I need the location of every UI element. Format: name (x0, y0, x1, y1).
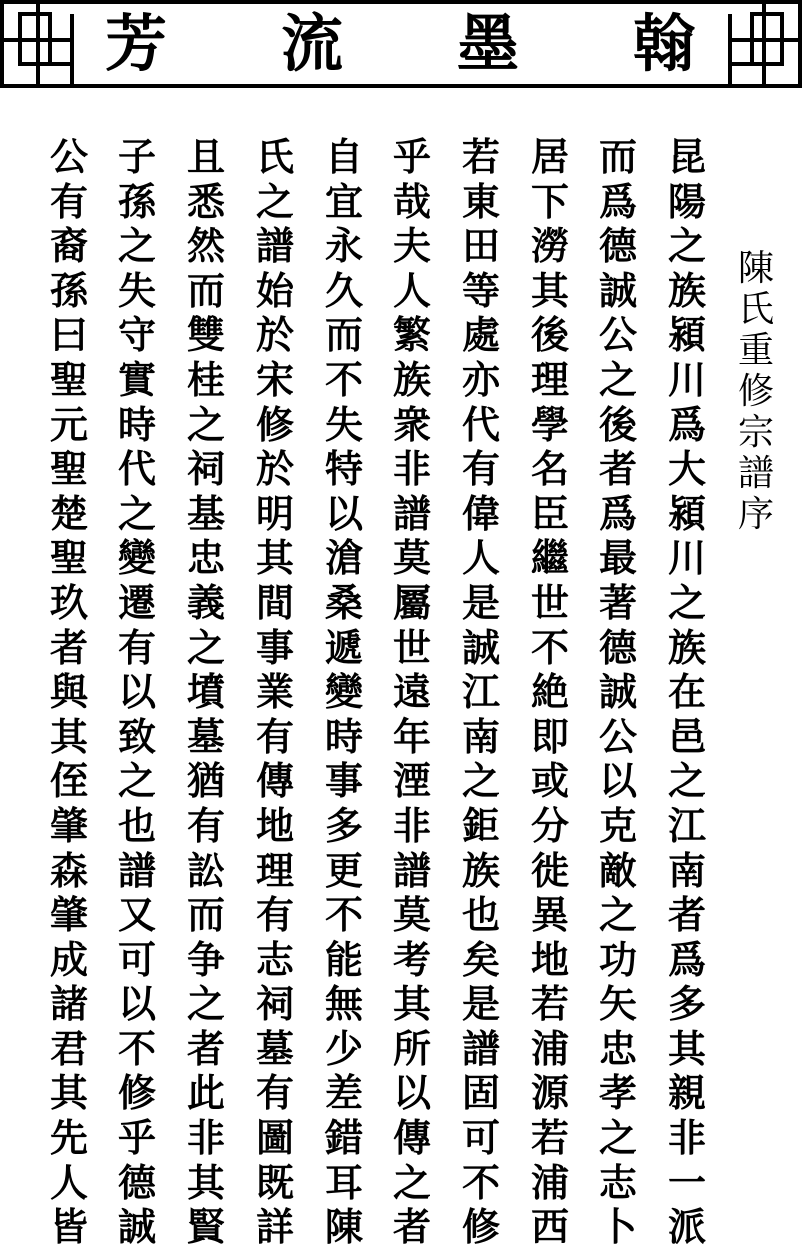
glyph: 差 (324, 1070, 363, 1116)
text-column (251, 135, 299, 1250)
header-banner (0, 0, 802, 88)
glyph: 非 (392, 446, 431, 492)
glyph: 基 (186, 490, 225, 536)
glyph: 所 (392, 1025, 431, 1071)
glyph: 公 (49, 134, 88, 179)
glyph: 之 (667, 758, 706, 804)
glyph: 譜 (117, 847, 156, 893)
glyph: 聖 (49, 535, 88, 581)
glyph: 是 (461, 981, 500, 1027)
glyph: 族 (667, 267, 706, 313)
glyph: 雙 (186, 312, 225, 358)
glyph: 卜 (598, 1204, 637, 1250)
glyph: 潁 (667, 490, 706, 536)
banner-char: 翰 (632, 7, 695, 80)
glyph: 繼 (530, 535, 569, 581)
glyph: 者 (598, 446, 637, 492)
glyph: 之 (667, 579, 706, 625)
banner-top-rule (0, 0, 802, 4)
glyph: 亦 (461, 356, 500, 402)
text-column (182, 135, 230, 1250)
glyph: 不 (461, 1159, 500, 1205)
glyph: 哉 (392, 178, 431, 224)
glyph: 異 (530, 892, 569, 938)
glyph: 學 (530, 401, 569, 447)
glyph: 志 (598, 1159, 637, 1205)
glyph: 修 (461, 1204, 500, 1250)
text-column (526, 135, 574, 1250)
glyph: 賢 (186, 1204, 225, 1250)
glyph: 繁 (392, 312, 431, 358)
glyph: 衆 (392, 401, 431, 447)
glyph: 莫 (392, 892, 431, 938)
glyph: 又 (117, 892, 156, 938)
glyph: 更 (324, 847, 363, 893)
glyph: 以 (117, 981, 156, 1027)
glyph: 遠 (392, 669, 431, 715)
glyph: 其 (186, 1159, 225, 1205)
banner-char: 芳 (104, 7, 167, 80)
glyph: 久 (324, 267, 363, 313)
glyph: 之 (598, 356, 637, 402)
document-title-column (732, 248, 780, 535)
glyph: 世 (530, 579, 569, 625)
glyph: 悉 (186, 178, 225, 224)
glyph: 訟 (186, 847, 225, 893)
text-column (388, 135, 436, 1250)
glyph: 固 (461, 1070, 500, 1116)
glyph: 邑 (667, 713, 706, 759)
glyph: 之 (186, 624, 225, 670)
glyph: 遷 (117, 579, 156, 625)
glyph: 修 (255, 401, 294, 447)
glyph: 聖 (49, 446, 88, 492)
glyph: 孫 (117, 178, 156, 224)
glyph: 多 (324, 802, 363, 848)
glyph: 其 (49, 713, 88, 759)
glyph: 錯 (324, 1115, 363, 1161)
glyph: 諸 (49, 981, 88, 1027)
glyph: 莫 (392, 535, 431, 581)
glyph: 人 (49, 1159, 88, 1205)
glyph: 實 (117, 356, 156, 402)
glyph: 江 (667, 802, 706, 848)
glyph: 有 (186, 802, 225, 848)
glyph: 著 (598, 579, 637, 625)
glyph: 事 (255, 624, 294, 670)
glyph: 可 (461, 1115, 500, 1161)
glyph: 敵 (598, 847, 637, 893)
glyph: 也 (461, 892, 500, 938)
glyph: 肇 (49, 802, 88, 848)
glyph: 昆 (667, 134, 706, 179)
glyph: 源 (530, 1070, 569, 1116)
glyph: 德 (598, 624, 637, 670)
glyph: 致 (117, 713, 156, 759)
glyph: 序 (737, 494, 774, 535)
glyph: 爲 (667, 401, 706, 447)
glyph: 等 (461, 267, 500, 313)
glyph: 功 (598, 936, 637, 982)
glyph: 克 (598, 802, 637, 848)
glyph: 失 (324, 401, 363, 447)
text-column (113, 135, 161, 1250)
glyph: 變 (324, 669, 363, 715)
glyph: 而 (598, 134, 637, 179)
glyph: 其 (49, 1070, 88, 1116)
glyph: 多 (667, 981, 706, 1027)
glyph: 下 (530, 178, 569, 224)
glyph: 之 (117, 758, 156, 804)
text-column (320, 135, 368, 1250)
glyph: 川 (667, 356, 706, 402)
glyph: 自 (324, 134, 363, 179)
glyph: 肇 (49, 892, 88, 938)
glyph: 田 (461, 223, 500, 269)
glyph: 公 (598, 312, 637, 358)
glyph: 誠 (461, 624, 500, 670)
glyph: 公 (598, 713, 637, 759)
glyph: 矢 (598, 981, 637, 1027)
glyph: 宗 (737, 412, 774, 453)
glyph: 忠 (598, 1025, 637, 1071)
glyph: 族 (392, 356, 431, 402)
glyph: 子 (117, 134, 156, 179)
glyph: 年 (392, 713, 431, 759)
glyph: 陳 (324, 1204, 363, 1250)
glyph: 江 (461, 669, 500, 715)
glyph: 居 (530, 134, 569, 179)
text-column (45, 135, 93, 1250)
glyph: 元 (49, 401, 88, 447)
glyph: 争 (186, 936, 225, 982)
glyph: 之 (461, 758, 500, 804)
glyph: 有 (49, 178, 88, 224)
glyph: 之 (186, 981, 225, 1027)
glyph: 遞 (324, 624, 363, 670)
glyph: 以 (117, 669, 156, 715)
glyph: 聖 (49, 356, 88, 402)
glyph: 侄 (49, 758, 88, 804)
glyph: 祠 (186, 446, 225, 492)
glyph: 玖 (49, 579, 88, 625)
glyph: 先 (49, 1115, 88, 1161)
glyph: 世 (392, 624, 431, 670)
glyph: 能 (324, 936, 363, 982)
glyph: 分 (530, 802, 569, 848)
glyph: 譜 (737, 453, 774, 494)
glyph: 既 (255, 1159, 294, 1205)
glyph: 以 (598, 758, 637, 804)
glyph: 若 (461, 134, 500, 179)
glyph: 矣 (461, 936, 500, 982)
glyph: 者 (667, 892, 706, 938)
glyph: 宋 (255, 356, 294, 402)
glyph: 墓 (186, 713, 225, 759)
glyph: 即 (530, 713, 569, 759)
vertical-text-page (0, 88, 802, 1250)
glyph: 詳 (255, 1204, 294, 1250)
glyph: 楚 (49, 490, 88, 536)
glyph: 變 (117, 535, 156, 581)
glyph: 後 (530, 312, 569, 358)
text-column (663, 135, 711, 1250)
glyph: 事 (324, 758, 363, 804)
glyph: 非 (392, 802, 431, 848)
glyph: 而 (186, 267, 225, 313)
lattice-corner-ornament-left (0, 0, 74, 84)
glyph: 者 (186, 1025, 225, 1071)
text-column (594, 135, 642, 1250)
glyph: 大 (667, 446, 706, 492)
glyph: 浦 (530, 1025, 569, 1071)
glyph: 森 (49, 847, 88, 893)
glyph: 之 (117, 490, 156, 536)
glyph: 德 (598, 223, 637, 269)
glyph: 耳 (324, 1159, 363, 1205)
glyph: 之 (117, 223, 156, 269)
glyph: 永 (324, 223, 363, 269)
glyph: 業 (255, 669, 294, 715)
glyph: 始 (255, 267, 294, 313)
glyph: 浦 (530, 1159, 569, 1205)
glyph: 桑 (324, 579, 363, 625)
glyph: 派 (667, 1204, 706, 1250)
glyph: 是 (461, 579, 500, 625)
glyph: 陳 (737, 248, 774, 289)
glyph: 者 (392, 1204, 431, 1250)
glyph: 南 (461, 713, 500, 759)
glyph: 臣 (530, 490, 569, 536)
glyph: 乎 (117, 1115, 156, 1161)
glyph: 皆 (49, 1204, 88, 1250)
glyph: 在 (667, 669, 706, 715)
glyph: 時 (117, 401, 156, 447)
glyph: 處 (461, 312, 500, 358)
glyph: 之 (392, 1159, 431, 1205)
glyph: 潁 (667, 312, 706, 358)
glyph: 有 (255, 1070, 294, 1116)
glyph: 其 (392, 981, 431, 1027)
glyph: 爲 (598, 490, 637, 536)
glyph: 鉅 (461, 802, 500, 848)
glyph: 乎 (392, 134, 431, 179)
glyph: 孫 (49, 267, 88, 313)
glyph: 屬 (392, 579, 431, 625)
glyph: 而 (186, 892, 225, 938)
glyph: 祠 (255, 981, 294, 1027)
glyph: 傳 (392, 1115, 431, 1161)
glyph: 理 (255, 847, 294, 893)
glyph: 君 (49, 1025, 88, 1071)
glyph: 地 (530, 936, 569, 982)
glyph: 重 (737, 330, 774, 371)
glyph: 之 (255, 178, 294, 224)
glyph: 與 (49, 669, 88, 715)
glyph: 間 (255, 579, 294, 625)
glyph: 人 (461, 535, 500, 581)
glyph: 墓 (255, 1025, 294, 1071)
glyph: 於 (255, 312, 294, 358)
glyph: 不 (324, 892, 363, 938)
glyph: 成 (49, 936, 88, 982)
lattice-corner-ornament-right (728, 0, 802, 84)
glyph: 陽 (667, 178, 706, 224)
glyph: 於 (255, 446, 294, 492)
glyph: 氏 (255, 134, 294, 179)
glyph: 特 (324, 446, 363, 492)
glyph: 誠 (117, 1204, 156, 1250)
glyph: 其 (255, 535, 294, 581)
glyph: 若 (530, 1115, 569, 1161)
glyph: 徙 (530, 847, 569, 893)
glyph: 傳 (255, 758, 294, 804)
glyph: 然 (186, 223, 225, 269)
glyph: 夫 (392, 223, 431, 269)
glyph: 滄 (324, 535, 363, 581)
glyph: 其 (530, 267, 569, 313)
glyph: 之 (598, 1115, 637, 1161)
glyph: 湮 (392, 758, 431, 804)
glyph: 者 (49, 624, 88, 670)
glyph: 裔 (49, 223, 88, 269)
glyph: 忠 (186, 535, 225, 581)
glyph: 失 (117, 267, 156, 313)
glyph: 氏 (737, 289, 774, 330)
glyph: 西 (530, 1204, 569, 1250)
glyph: 爲 (598, 178, 637, 224)
glyph: 以 (324, 490, 363, 536)
glyph: 無 (324, 981, 363, 1027)
glyph: 之 (186, 401, 225, 447)
glyph: 其 (667, 1025, 706, 1071)
glyph: 人 (392, 267, 431, 313)
glyph: 譜 (461, 1025, 500, 1071)
glyph: 名 (530, 446, 569, 492)
glyph: 南 (667, 847, 706, 893)
glyph: 理 (530, 356, 569, 402)
glyph: 墳 (186, 669, 225, 715)
glyph: 以 (392, 1070, 431, 1116)
glyph: 非 (186, 1115, 225, 1161)
glyph: 宜 (324, 178, 363, 224)
glyph: 不 (530, 624, 569, 670)
glyph: 時 (324, 713, 363, 759)
glyph: 若 (530, 981, 569, 1027)
glyph: 少 (324, 1025, 363, 1071)
glyph: 後 (598, 401, 637, 447)
glyph: 代 (117, 446, 156, 492)
glyph: 族 (667, 624, 706, 670)
glyph: 且 (186, 134, 225, 179)
glyph: 代 (461, 401, 500, 447)
glyph: 譜 (392, 847, 431, 893)
glyph: 最 (598, 535, 637, 581)
glyph: 絶 (530, 669, 569, 715)
glyph: 一 (667, 1159, 706, 1205)
glyph: 不 (117, 1025, 156, 1071)
glyph: 之 (667, 223, 706, 269)
glyph: 義 (186, 579, 225, 625)
glyph: 偉 (461, 490, 500, 536)
glyph: 德 (117, 1159, 156, 1205)
glyph: 可 (117, 936, 156, 982)
glyph: 守 (117, 312, 156, 358)
glyph: 此 (186, 1070, 225, 1116)
glyph: 志 (255, 936, 294, 982)
glyph: 譜 (392, 490, 431, 536)
glyph: 考 (392, 936, 431, 982)
glyph: 修 (117, 1070, 156, 1116)
glyph: 爲 (667, 936, 706, 982)
glyph: 修 (737, 371, 774, 412)
glyph: 而 (324, 312, 363, 358)
glyph: 有 (255, 713, 294, 759)
glyph: 之 (598, 892, 637, 938)
glyph: 族 (461, 847, 500, 893)
glyph: 誠 (598, 267, 637, 313)
glyph: 有 (461, 446, 500, 492)
glyph: 東 (461, 178, 500, 224)
glyph: 或 (530, 758, 569, 804)
glyph: 明 (255, 490, 294, 536)
glyph: 澇 (530, 223, 569, 269)
banner-title (70, 6, 732, 82)
glyph: 親 (667, 1070, 706, 1116)
glyph: 有 (117, 624, 156, 670)
glyph: 有 (255, 892, 294, 938)
glyph: 也 (117, 802, 156, 848)
glyph: 誠 (598, 669, 637, 715)
banner-char: 流 (280, 7, 343, 80)
glyph: 桂 (186, 356, 225, 402)
glyph: 川 (667, 535, 706, 581)
glyph: 圖 (255, 1115, 294, 1161)
glyph: 不 (324, 356, 363, 402)
banner-char: 墨 (456, 7, 519, 80)
glyph: 地 (255, 802, 294, 848)
glyph: 孝 (598, 1070, 637, 1116)
glyph: 猶 (186, 758, 225, 804)
glyph: 曰 (49, 312, 88, 358)
glyph: 非 (667, 1115, 706, 1161)
text-column (457, 135, 505, 1250)
glyph: 譜 (255, 223, 294, 269)
